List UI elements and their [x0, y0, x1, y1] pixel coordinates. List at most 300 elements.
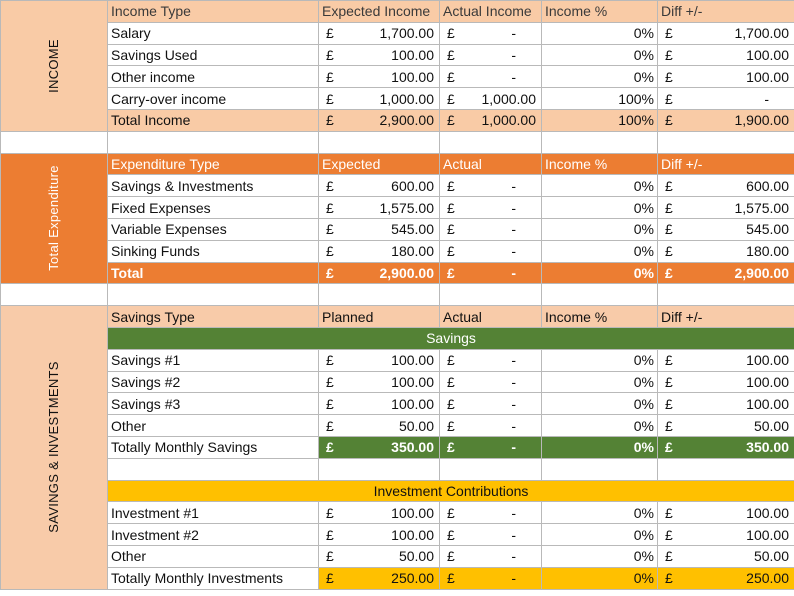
- currency-symbol: £: [665, 177, 673, 194]
- row-type-cell[interactable]: [108, 66, 319, 88]
- percent-value: 0%: [633, 504, 654, 521]
- percent-value: 0%: [633, 199, 654, 216]
- table-row: [1, 545, 794, 567]
- row-type-cell[interactable]: [108, 524, 319, 546]
- cell-text: Income %: [545, 155, 608, 172]
- cell-text: Income Type: [111, 3, 191, 20]
- currency-symbol: £: [665, 570, 673, 587]
- currency-symbol: £: [447, 417, 455, 434]
- actual-cell[interactable]: [440, 66, 542, 88]
- cell-text: Total: [111, 264, 144, 281]
- diff-cell[interactable]: [658, 524, 794, 546]
- currency-symbol: £: [326, 243, 334, 260]
- currency-symbol: £: [447, 373, 455, 390]
- percent-cell[interactable]: [542, 88, 658, 110]
- total-row: [1, 262, 794, 284]
- column-header[interactable]: [108, 306, 319, 328]
- amount-value: 100.00: [746, 373, 789, 390]
- cell-text: Actual Income: [443, 3, 532, 20]
- percent-cell[interactable]: [542, 240, 658, 262]
- diff-cell[interactable]: [658, 240, 794, 262]
- percent-cell[interactable]: [542, 262, 658, 284]
- currency-symbol: £: [665, 221, 673, 238]
- empty-cell[interactable]: [542, 284, 658, 306]
- empty-cell[interactable]: [1, 131, 108, 153]
- cell-text: Investment #2: [111, 526, 199, 543]
- banner-cell[interactable]: [108, 480, 794, 502]
- expected-cell[interactable]: [319, 502, 440, 524]
- empty-cell[interactable]: [658, 458, 794, 480]
- expected-cell[interactable]: [319, 109, 440, 131]
- currency-symbol: £: [447, 395, 455, 412]
- empty-cell[interactable]: [658, 284, 794, 306]
- currency-symbol: £: [665, 199, 673, 216]
- actual-cell[interactable]: [440, 436, 542, 458]
- percent-value: 0%: [633, 352, 654, 369]
- amount-value: 1,700.00: [734, 25, 789, 42]
- percent-value: 0%: [633, 570, 654, 587]
- currency-symbol: £: [447, 352, 455, 369]
- cell-text: Other: [111, 548, 147, 565]
- table-row: [1, 415, 794, 437]
- currency-symbol: £: [447, 570, 455, 587]
- currency-symbol: £: [665, 112, 673, 129]
- cell-text: Expected Income: [322, 3, 431, 20]
- column-header[interactable]: [319, 1, 440, 23]
- currency-symbol: £: [665, 68, 673, 85]
- actual-cell[interactable]: [440, 218, 542, 240]
- amount-value: 250.00: [391, 570, 434, 587]
- empty-cell[interactable]: [658, 131, 794, 153]
- actual-cell[interactable]: [440, 44, 542, 66]
- expected-cell[interactable]: [319, 66, 440, 88]
- percent-value: 0%: [633, 373, 654, 390]
- empty-cell[interactable]: [319, 131, 440, 153]
- savings-banner-row: [1, 327, 794, 349]
- currency-symbol: £: [447, 25, 455, 42]
- row-type-cell[interactable]: [108, 502, 319, 524]
- percent-cell[interactable]: [542, 218, 658, 240]
- diff-cell[interactable]: [658, 262, 794, 284]
- amount-value: 100.00: [746, 504, 789, 521]
- empty-cell[interactable]: [1, 284, 108, 306]
- percent-cell[interactable]: [542, 415, 658, 437]
- amount-value: 350.00: [746, 439, 789, 456]
- cell-text: Totally Monthly Investments: [111, 570, 283, 587]
- amount-value: 100.00: [391, 373, 434, 390]
- amount-value: 1,575.00: [379, 199, 434, 216]
- row-type-cell[interactable]: [108, 88, 319, 110]
- percent-value: 0%: [633, 526, 654, 543]
- table-row: [1, 175, 794, 197]
- cell-text: Diff +/-: [661, 155, 703, 172]
- cell-text: Investment #1: [111, 504, 199, 521]
- row-type-cell[interactable]: [108, 175, 319, 197]
- amount-value: -: [511, 177, 516, 194]
- currency-symbol: £: [326, 25, 334, 42]
- diff-cell[interactable]: [658, 175, 794, 197]
- row-type-cell[interactable]: [108, 567, 319, 589]
- currency-symbol: £: [447, 199, 455, 216]
- amount-value: 100.00: [391, 395, 434, 412]
- column-header[interactable]: [319, 153, 440, 175]
- currency-symbol: £: [326, 548, 334, 565]
- row-type-cell[interactable]: [108, 545, 319, 567]
- amount-value: 545.00: [746, 221, 789, 238]
- section-side-label: INCOME: [46, 38, 61, 93]
- diff-cell[interactable]: [658, 393, 794, 415]
- percent-cell[interactable]: [542, 502, 658, 524]
- savings-side-label: [1, 306, 108, 589]
- amount-value: 100.00: [746, 352, 789, 369]
- expected-cell[interactable]: [319, 415, 440, 437]
- empty-cell[interactable]: [108, 458, 319, 480]
- empty-cell[interactable]: [440, 131, 542, 153]
- table-row: [1, 44, 794, 66]
- banner-label: Investment Contributions: [373, 482, 529, 499]
- column-header[interactable]: [542, 306, 658, 328]
- currency-symbol: £: [447, 46, 455, 63]
- row-type-cell[interactable]: [108, 218, 319, 240]
- actual-cell[interactable]: [440, 109, 542, 131]
- amount-value: 100.00: [391, 526, 434, 543]
- empty-cell[interactable]: [108, 284, 319, 306]
- column-header[interactable]: [440, 1, 542, 23]
- currency-symbol: £: [665, 439, 673, 456]
- currency-symbol: £: [665, 417, 673, 434]
- amount-value: -: [511, 352, 516, 369]
- percent-cell[interactable]: [542, 44, 658, 66]
- amount-value: 1,700.00: [379, 25, 434, 42]
- percent-value: 100%: [618, 112, 654, 129]
- currency-symbol: £: [665, 264, 673, 281]
- percent-value: 0%: [633, 25, 654, 42]
- column-header[interactable]: [440, 153, 542, 175]
- amount-value: 180.00: [391, 243, 434, 260]
- spacer-row: [1, 284, 794, 306]
- percent-cell[interactable]: [542, 197, 658, 219]
- cell-text: Savings #3: [111, 395, 181, 412]
- table-row: [1, 349, 794, 371]
- amount-value: 545.00: [391, 221, 434, 238]
- amount-value: -: [511, 25, 516, 42]
- section-side-label: Total Expenditure: [46, 165, 61, 272]
- amount-value: 2,900.00: [379, 112, 434, 129]
- actual-cell[interactable]: [440, 197, 542, 219]
- diff-cell[interactable]: [658, 415, 794, 437]
- currency-symbol: £: [326, 199, 334, 216]
- amount-value: -: [511, 243, 516, 260]
- row-type-cell[interactable]: [108, 436, 319, 458]
- cell-text: Income %: [545, 3, 608, 20]
- cell-text: Diff +/-: [661, 308, 703, 325]
- expected-cell[interactable]: [319, 197, 440, 219]
- row-type-cell[interactable]: [108, 240, 319, 262]
- empty-cell[interactable]: [108, 131, 319, 153]
- section-side-label: SAVINGS & INVESTMENTS: [46, 361, 61, 534]
- currency-symbol: £: [665, 504, 673, 521]
- amount-value: 100.00: [746, 46, 789, 63]
- percent-cell[interactable]: [542, 567, 658, 589]
- cell-text: Expenditure Type: [111, 155, 220, 172]
- amount-value: -: [764, 90, 769, 107]
- percent-value: 0%: [633, 243, 654, 260]
- percent-cell[interactable]: [542, 349, 658, 371]
- amount-value: 100.00: [746, 526, 789, 543]
- currency-symbol: £: [326, 352, 334, 369]
- currency-symbol: £: [326, 68, 334, 85]
- cell-text: Savings & Investments: [111, 177, 254, 194]
- currency-symbol: £: [447, 112, 455, 129]
- cell-text: Other income: [111, 68, 196, 85]
- column-header[interactable]: [319, 306, 440, 328]
- diff-cell[interactable]: [658, 436, 794, 458]
- table-row: [1, 218, 794, 240]
- currency-symbol: £: [326, 504, 334, 521]
- amount-value: -: [511, 395, 516, 412]
- amount-value: -: [511, 570, 516, 587]
- currency-symbol: £: [447, 90, 455, 107]
- empty-cell[interactable]: [440, 458, 542, 480]
- percent-value: 0%: [633, 221, 654, 238]
- expected-cell[interactable]: [319, 393, 440, 415]
- column-header[interactable]: [658, 306, 794, 328]
- currency-symbol: £: [326, 90, 334, 107]
- banner-cell[interactable]: [108, 327, 794, 349]
- actual-cell[interactable]: [440, 393, 542, 415]
- header-row: [1, 1, 794, 23]
- empty-cell[interactable]: [319, 458, 440, 480]
- diff-cell[interactable]: [658, 44, 794, 66]
- expected-cell[interactable]: [319, 44, 440, 66]
- percent-value: 0%: [633, 68, 654, 85]
- amount-value: 600.00: [746, 177, 789, 194]
- row-type-cell[interactable]: [108, 22, 319, 44]
- currency-symbol: £: [447, 221, 455, 238]
- amount-value: 100.00: [746, 68, 789, 85]
- diff-cell[interactable]: [658, 109, 794, 131]
- expenditure-side-label: [1, 153, 108, 284]
- column-header[interactable]: [542, 153, 658, 175]
- amount-value: -: [511, 526, 516, 543]
- percent-cell[interactable]: [542, 22, 658, 44]
- investment-banner-row: [1, 480, 794, 502]
- cell-text: Salary: [111, 25, 151, 42]
- cell-text: Other: [111, 417, 147, 434]
- row-type-cell[interactable]: [108, 393, 319, 415]
- amount-value: -: [511, 439, 516, 456]
- percent-cell[interactable]: [542, 436, 658, 458]
- percent-cell[interactable]: [542, 393, 658, 415]
- row-type-cell[interactable]: [108, 109, 319, 131]
- expected-cell[interactable]: [319, 349, 440, 371]
- row-type-cell[interactable]: [108, 262, 319, 284]
- actual-cell[interactable]: [440, 545, 542, 567]
- currency-symbol: £: [665, 25, 673, 42]
- total-row: [1, 109, 794, 131]
- planned-cell[interactable]: [319, 567, 440, 589]
- expected-cell[interactable]: [319, 524, 440, 546]
- percent-value: 0%: [633, 439, 654, 456]
- currency-symbol: £: [326, 395, 334, 412]
- currency-symbol: £: [326, 264, 334, 281]
- cell-text: Total Income: [111, 112, 191, 129]
- row-type-cell[interactable]: [108, 415, 319, 437]
- column-header[interactable]: [658, 1, 794, 23]
- column-header[interactable]: [108, 153, 319, 175]
- expected-cell[interactable]: [319, 240, 440, 262]
- actual-cell[interactable]: [440, 502, 542, 524]
- currency-symbol: £: [447, 177, 455, 194]
- currency-symbol: £: [665, 90, 673, 107]
- actual-cell[interactable]: [440, 524, 542, 546]
- percent-cell[interactable]: [542, 545, 658, 567]
- diff-cell[interactable]: [658, 567, 794, 589]
- actual-cell[interactable]: [440, 349, 542, 371]
- currency-symbol: £: [665, 526, 673, 543]
- total-row: [1, 436, 794, 458]
- amount-value: 100.00: [391, 46, 434, 63]
- diff-cell[interactable]: [658, 218, 794, 240]
- actual-cell[interactable]: [440, 371, 542, 393]
- currency-symbol: £: [326, 526, 334, 543]
- spacer-row: [1, 458, 794, 480]
- amount-value: 100.00: [391, 68, 434, 85]
- amount-value: -: [511, 548, 516, 565]
- header-row: [1, 153, 794, 175]
- row-type-cell[interactable]: [108, 44, 319, 66]
- expected-cell[interactable]: [319, 371, 440, 393]
- cell-text: Planned: [322, 308, 374, 325]
- amount-value: 1,900.00: [734, 112, 789, 129]
- diff-cell[interactable]: [658, 371, 794, 393]
- currency-symbol: £: [447, 243, 455, 260]
- amount-value: 1,575.00: [734, 199, 789, 216]
- cell-text: Variable Expenses: [111, 221, 227, 238]
- diff-cell[interactable]: [658, 197, 794, 219]
- amount-value: 250.00: [746, 570, 789, 587]
- amount-value: -: [511, 264, 516, 281]
- currency-symbol: £: [447, 439, 455, 456]
- actual-cell[interactable]: [440, 262, 542, 284]
- percent-cell[interactable]: [542, 109, 658, 131]
- column-header[interactable]: [658, 153, 794, 175]
- currency-symbol: £: [447, 504, 455, 521]
- actual-cell[interactable]: [440, 175, 542, 197]
- amount-value: 100.00: [746, 395, 789, 412]
- amount-value: 50.00: [753, 548, 789, 565]
- amount-value: 2,900.00: [379, 264, 434, 281]
- actual-cell[interactable]: [440, 567, 542, 589]
- currency-symbol: £: [665, 548, 673, 565]
- actual-cell[interactable]: [440, 22, 542, 44]
- percent-cell[interactable]: [542, 66, 658, 88]
- amount-value: 100.00: [391, 352, 434, 369]
- table-row: [1, 197, 794, 219]
- currency-symbol: £: [447, 264, 455, 281]
- actual-cell[interactable]: [440, 240, 542, 262]
- currency-symbol: £: [326, 177, 334, 194]
- currency-symbol: £: [447, 68, 455, 85]
- amount-value: -: [511, 199, 516, 216]
- empty-cell[interactable]: [440, 284, 542, 306]
- empty-cell[interactable]: [542, 131, 658, 153]
- total-row: [1, 567, 794, 589]
- expected-cell[interactable]: [319, 175, 440, 197]
- percent-value: 0%: [633, 548, 654, 565]
- diff-cell[interactable]: [658, 349, 794, 371]
- currency-symbol: £: [326, 373, 334, 390]
- currency-symbol: £: [665, 352, 673, 369]
- table-row: [1, 502, 794, 524]
- row-type-cell[interactable]: [108, 197, 319, 219]
- expected-cell[interactable]: [319, 22, 440, 44]
- diff-cell[interactable]: [658, 22, 794, 44]
- row-type-cell[interactable]: [108, 371, 319, 393]
- actual-cell[interactable]: [440, 415, 542, 437]
- table-row: [1, 371, 794, 393]
- cell-text: Savings Used: [111, 46, 198, 63]
- amount-value: -: [511, 68, 516, 85]
- table-row: [1, 393, 794, 415]
- cell-text: Expected: [322, 155, 381, 172]
- currency-symbol: £: [326, 112, 334, 129]
- percent-cell[interactable]: [542, 175, 658, 197]
- expected-cell[interactable]: [319, 88, 440, 110]
- table-row: [1, 240, 794, 262]
- amount-value: 50.00: [753, 417, 789, 434]
- percent-value: 0%: [633, 264, 654, 281]
- diff-cell[interactable]: [658, 66, 794, 88]
- percent-cell[interactable]: [542, 371, 658, 393]
- actual-cell[interactable]: [440, 88, 542, 110]
- currency-symbol: £: [326, 439, 334, 456]
- percent-value: 0%: [633, 177, 654, 194]
- cell-text: Totally Monthly Savings: [111, 439, 258, 456]
- cell-text: Savings #1: [111, 352, 181, 369]
- expected-cell[interactable]: [319, 218, 440, 240]
- percent-value: 100%: [618, 90, 654, 107]
- diff-cell[interactable]: [658, 502, 794, 524]
- column-header[interactable]: [542, 1, 658, 23]
- cell-text: Actual: [443, 308, 482, 325]
- income-side-label: [1, 1, 108, 132]
- column-header[interactable]: [108, 1, 319, 23]
- row-type-cell[interactable]: [108, 349, 319, 371]
- expected-cell[interactable]: [319, 262, 440, 284]
- empty-cell[interactable]: [319, 284, 440, 306]
- spacer-row: [1, 131, 794, 153]
- currency-symbol: £: [326, 221, 334, 238]
- column-header[interactable]: [440, 306, 542, 328]
- diff-cell[interactable]: [658, 88, 794, 110]
- percent-cell[interactable]: [542, 524, 658, 546]
- cell-text: Sinking Funds: [111, 243, 200, 260]
- cell-text: Savings #2: [111, 373, 181, 390]
- expected-cell[interactable]: [319, 545, 440, 567]
- percent-value: 0%: [633, 46, 654, 63]
- diff-cell[interactable]: [658, 545, 794, 567]
- table-row: [1, 66, 794, 88]
- amount-value: -: [511, 417, 516, 434]
- empty-cell[interactable]: [542, 458, 658, 480]
- cell-text: Income %: [545, 308, 608, 325]
- cell-text: Diff +/-: [661, 3, 703, 20]
- planned-cell[interactable]: [319, 436, 440, 458]
- amount-value: 1,000.00: [481, 90, 536, 107]
- table-row: [1, 22, 794, 44]
- currency-symbol: £: [665, 395, 673, 412]
